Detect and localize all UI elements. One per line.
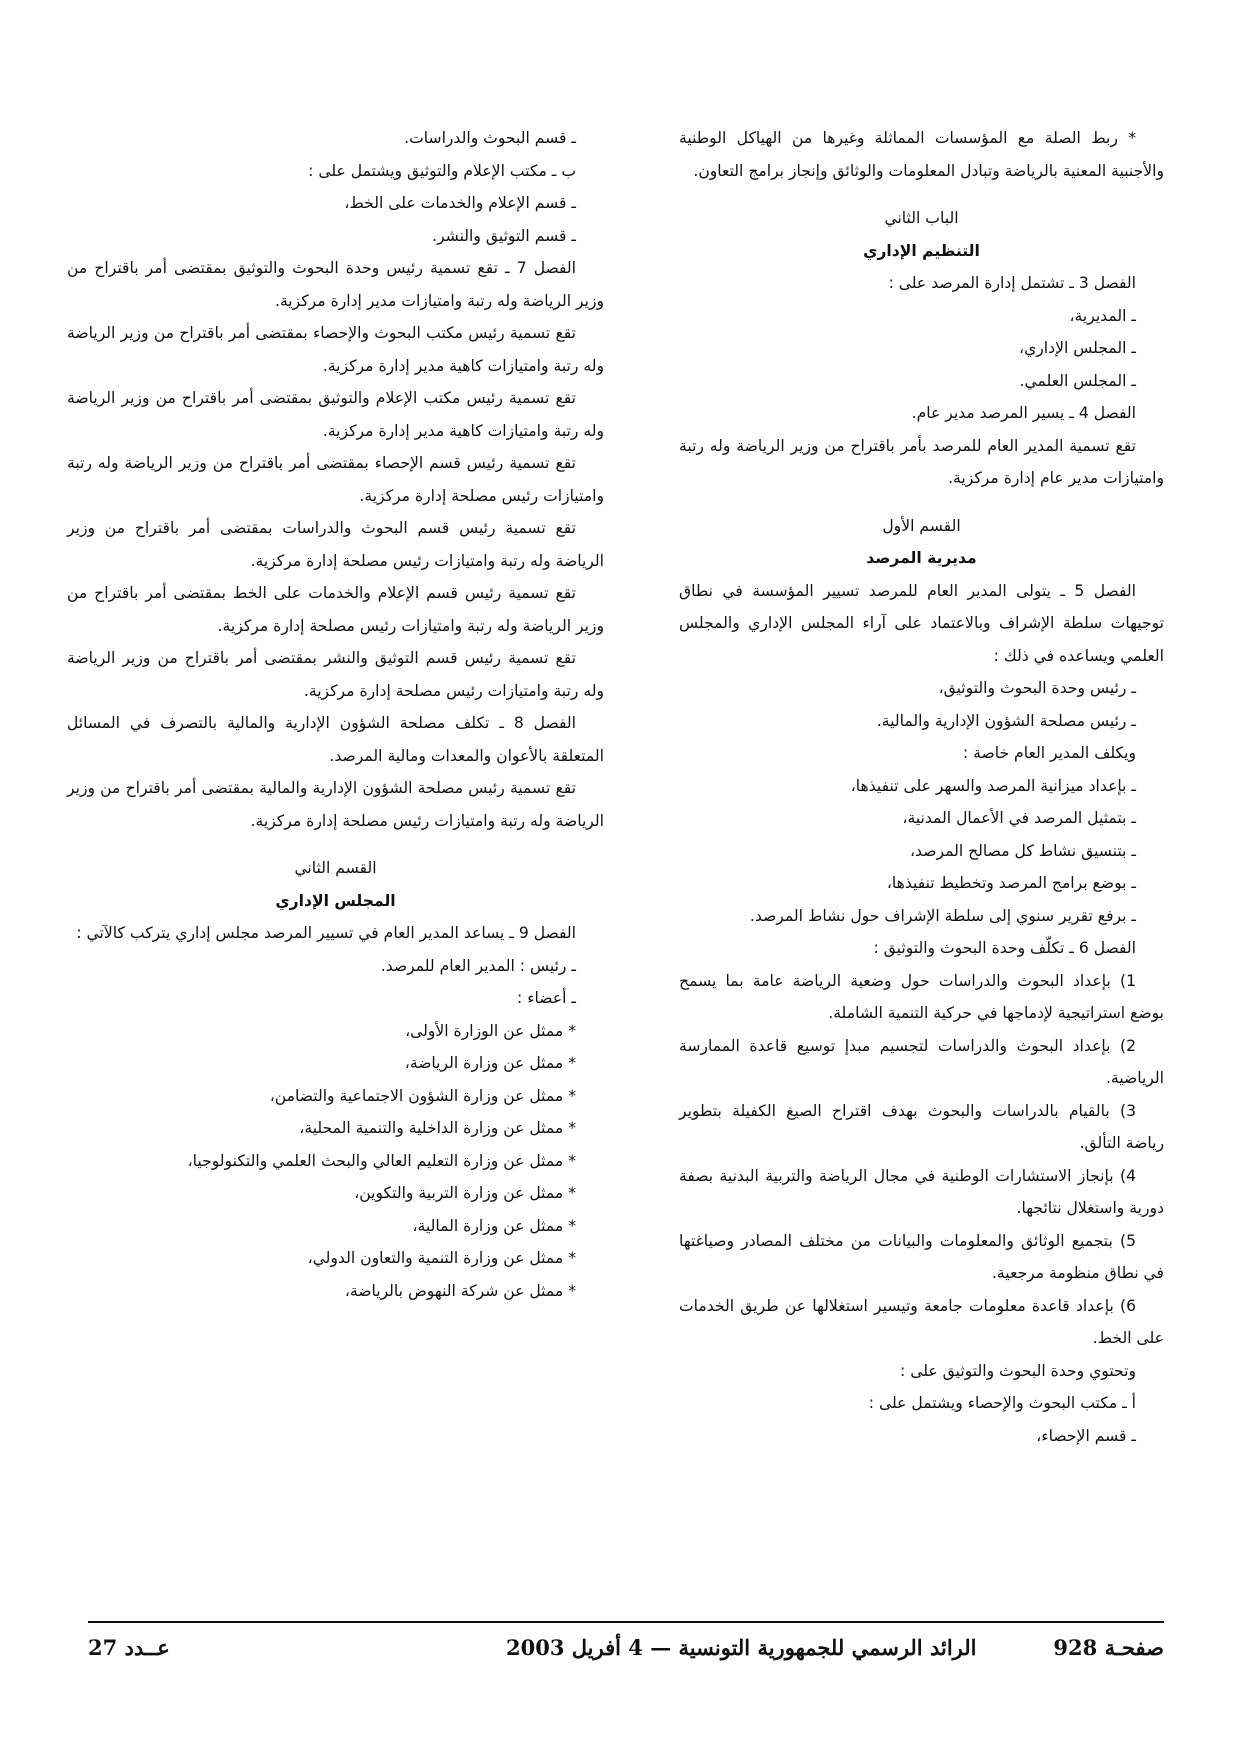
paragraph: ـ أعضاء : (517, 989, 576, 1007)
paragraph: * ممثل عن وزارة الشؤون الاجتماعية والتضامن، (269, 1086, 576, 1105)
paragraph: الفصل 5 ـ يتولى المدير العام للمرصد تسيير المؤسسة في نطاق توجيهات سلطة الإشراف وبالاعتماد على آراء المجلس الإداري والمجلس العلمي ويساعده في ذلك : (679, 581, 1164, 665)
paragraph: * ممثل عن شركة النهوض بالرياضة، (344, 1281, 576, 1300)
paragraph: ـ برفع تقرير سنوي إلى سلطة الإشراف حول نشاط المرصد. (749, 906, 1136, 925)
paragraph: * ممثل عن وزارة التنمية والتعاون الدولي، (307, 1249, 576, 1267)
page-number: صفحـة 928 (1053, 1635, 1164, 1660)
paragraph: * ممثل عن وزارة الرياضة، (404, 1054, 576, 1072)
paragraph: * ربط الصلة مع المؤسسات المماثلة وغيرها من الهياكل الوطنية والأجنبية المعنية بالرياضة وتبادل المعلومات والوثائق وإنجاز برامج التعاون. (679, 129, 1164, 180)
paragraph: الفصل 6 ـ تكلّف وحدة البحوث والتوثيق : (873, 939, 1136, 957)
paragraph: تقع تسمية رئيس قسم البحوث والدراسات بمقتضى أمر باقتراح من وزير الرياضة وله رتبة وامتيازات رئيس مصلحة إدارة مركزية. (67, 519, 604, 570)
paragraph: ـ رئيس مصلحة الشؤون الإدارية والمالية. (876, 711, 1136, 730)
right-column (679, 122, 1164, 1452)
paragraph: ب ـ مكتب الإعلام والتوثيق ويشتمل على : (308, 161, 576, 180)
paragraph: وتحتوي وحدة البحوث والتوثيق على : (900, 1361, 1136, 1380)
paragraph: الفصل 8 ـ تكلف مصلحة الشؤون الإدارية والمالية بالتصرف في المسائل المتعلقة بالأعوان والمعدات ومالية المرصد. (67, 714, 604, 765)
section-heading: مديرية المرصد (866, 549, 977, 567)
paragraph: تقع تسمية رئيس قسم الإعلام والخدمات على الخط بمقتضى أمر باقتراح من وزير الرياضة وله رتبة وامتيازات رئيس مصلحة إدارة مركزية. (67, 584, 604, 635)
paragraph: 3) بالقيام بالدراسات والبحوث بهدف اقتراح الصيغ الكفيلة بتطوير رياضة التألق. (679, 1101, 1164, 1152)
paragraph: ـ قسم الإعلام والخدمات على الخط، (344, 194, 576, 212)
paragraph: ـ المجلس العلمي. (1019, 371, 1136, 390)
paragraph: ـ قسم البحوث والدراسات. (404, 129, 576, 147)
paragraph: * ممثل عن الوزارة الأولى، (405, 1021, 576, 1040)
paragraph: ـ بوضع برامج المرصد وتخطيط تنفيذها، (886, 874, 1136, 892)
paragraph: ـ قسم الإحصاء، (1036, 1426, 1136, 1445)
paragraph: تقع تسمية المدير العام للمرصد بأمر باقتراح من وزير الرياضة وله رتبة وامتيازات مدير عام إدارة مركزية. (679, 436, 1164, 487)
paragraph: ـ بتمثيل المرصد في الأعمال المدنية، (902, 809, 1136, 827)
paragraph: * ممثل عن وزارة الداخلية والتنمية المحلية، (299, 1119, 576, 1137)
paragraph: 4) بإنجاز الاستشارات الوطنية في مجال الرياضة والتربية البدنية بصفة دورية واستغلال نتائجها. (679, 1166, 1164, 1217)
paragraph: * ممثل عن وزارة التعليم العالي والبحث العلمي والتكنولوجيا، (187, 1151, 576, 1170)
paragraph: ـ قسم التوثيق والنشر. (432, 226, 576, 245)
paragraph: ـ بتنسيق نشاط كل مصالح المرصد، (910, 841, 1136, 860)
paragraph: الفصل 9 ـ يساعد المدير العام في تسيير المرصد مجلس إداري يتركب كالآتي : (76, 924, 576, 942)
paragraph: ـ المديرية، (1069, 306, 1136, 325)
issue-number: عــدد 27 (88, 1635, 170, 1660)
section-heading: المجلس الإداري (275, 891, 396, 910)
paragraph: تقع تسمية رئيس قسم الإحصاء بمقتضى أمر باقتراح من وزير الرياضة وله رتبة وامتيازات رئيس مصلحة إدارة مركزية. (67, 454, 604, 505)
section-heading: القسم الأول (882, 516, 961, 535)
paragraph: 5) بتجميع الوثائق والمعلومات والبيانات من مختلف المصادر وصياغتها في نطاق منظومة مرجعية. (679, 1231, 1164, 1282)
paragraph: ويكلف المدير العام خاصة : (962, 744, 1136, 762)
paragraph: تقع تسمية رئيس مكتب البحوث والإحصاء بمقتضى أمر باقتراح من وزير الرياضة وله رتبة وامتيازات كاهية مدير إدارة مركزية. (67, 324, 604, 375)
paragraph: ـ المجلس الإداري، (1019, 339, 1136, 357)
paragraph: تقع تسمية رئيس مصلحة الشؤون الإدارية والمالية بمقتضى أمر باقتراح من وزير الرياضة وله رتبة وامتيازات رئيس مصلحة إدارة مركزية. (67, 779, 604, 830)
paragraph: ـ رئيس وحدة البحوث والتوثيق، (938, 679, 1136, 697)
paragraph: الفصل 3 ـ تشتمل إدارة المرصد على : (888, 274, 1136, 292)
page-footer (88, 1621, 1164, 1683)
paragraph: أ ـ مكتب البحوث والإحصاء ويشتمل على : (868, 1394, 1136, 1412)
journal-title: الرائد الرسمي للجمهورية التونسية — 4 أفريل 2003 (506, 1635, 977, 1660)
paragraph: ـ رئيس : المدير العام للمرصد. (380, 956, 576, 975)
paragraph: الفصل 4 ـ يسير المرصد مدير عام. (911, 404, 1136, 422)
section-heading: الباب الثاني (884, 209, 959, 227)
paragraph: * ممثل عن وزارة التربية والتكوين، (354, 1184, 576, 1202)
paragraph: الفصل 7 ـ تقع تسمية رئيس وحدة البحوث والتوثيق بمقتضى أمر باقتراح من وزير الرياضة وله رتبة وامتيازات مدير إدارة مركزية. (67, 259, 604, 310)
paragraph: 2) بإعداد البحوث والدراسات لتجسيم مبدإ توسيع قاعدة الممارسة الرياضية. (679, 1036, 1164, 1087)
left-column (67, 122, 604, 1307)
paragraph: 6) بإعداد قاعدة معلومات جامعة وتيسير استغلالها عن طريق الخدمات على الخط. (679, 1296, 1164, 1347)
paragraph: 1) بإعداد البحوث والدراسات حول وضعية الرياضة عامة بما يسمح بوضع استراتيجية لإدماجها في حركية التنمية الشاملة. (679, 971, 1164, 1022)
section-heading: القسم الثاني (294, 859, 377, 877)
paragraph: تقع تسمية رئيس قسم التوثيق والنشر بمقتضى أمر باقتراح من وزير الرياضة وله رتبة وامتيازات رئيس مصلحة إدارة مركزية. (67, 649, 604, 700)
paragraph: تقع تسمية رئيس مكتب الإعلام والتوثيق بمقتضى أمر باقتراح من وزير الرياضة وله رتبة وامتيازات كاهية مدير إدارة مركزية. (67, 389, 604, 440)
paragraph: ـ بإعداد ميزانية المرصد والسهر على تنفيذها، (850, 776, 1136, 795)
paragraph: * ممثل عن وزارة المالية، (412, 1216, 576, 1235)
section-heading: التنظيم الإداري (863, 241, 980, 260)
